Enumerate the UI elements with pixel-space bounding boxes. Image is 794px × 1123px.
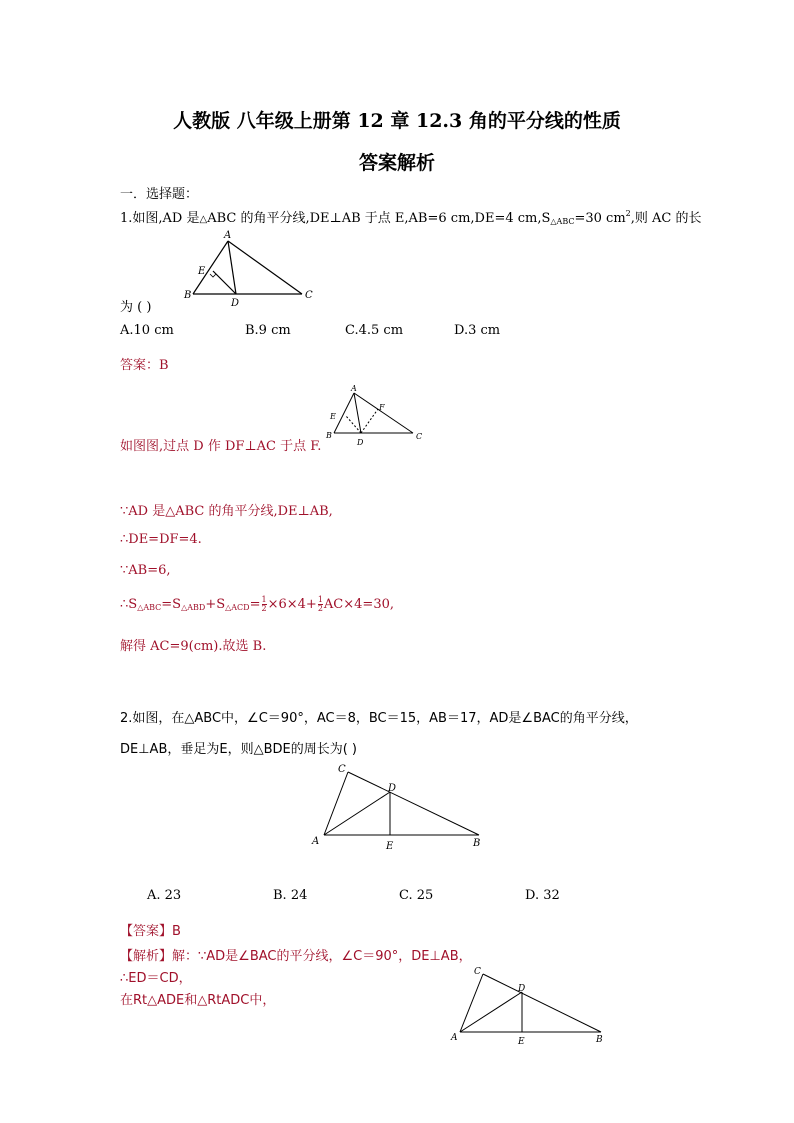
q1-step5: 解得 AC=9(cm).故选 B. bbox=[120, 639, 267, 654]
q2-option-d: D. 32 bbox=[525, 888, 560, 903]
q2-fig2-label-b: B bbox=[596, 1035, 603, 1045]
q2-fig2-label-d: D bbox=[518, 984, 526, 994]
q1-solution-figure bbox=[325, 383, 435, 447]
section-heading: 一．选择题： bbox=[120, 187, 199, 202]
q1-step1: ∵AD 是△ABC 的角平分线,DE⊥AB, bbox=[120, 504, 333, 519]
triangle-icon: △ bbox=[199, 214, 208, 225]
q2-option-b: B. 24 bbox=[273, 888, 308, 903]
q2-analysis: 【解析】解：∵AD是∠BAC的平分线，∠C＝90°，DE⊥AB， bbox=[120, 949, 472, 964]
q2-fig2-label-c: C bbox=[474, 967, 481, 977]
q1-option-c: C.4.5 cm bbox=[345, 323, 404, 338]
q1-fig1-label-e: E bbox=[198, 266, 206, 277]
q2-answer: 【答案】B bbox=[120, 924, 181, 939]
q2-step2: 在Rt△ADE和△RtADC中， bbox=[120, 993, 276, 1008]
q1-fig2-label-e: E bbox=[330, 412, 336, 421]
q1-fig1-label-b: B bbox=[184, 290, 192, 301]
q1-answer: 答案：B bbox=[120, 358, 169, 373]
q1-fig2-label-c: C bbox=[416, 432, 423, 441]
q1-step3: ∵AB=6, bbox=[120, 563, 171, 578]
q2-fig2-label-a: A bbox=[451, 1033, 458, 1043]
q2-fig-label-a: A bbox=[312, 836, 320, 847]
q1-option-a: A.10 cm bbox=[120, 323, 174, 338]
fraction-one-half: $\frac{1}{2}$ bbox=[317, 595, 323, 613]
q1-option-d: D.3 cm bbox=[454, 323, 501, 338]
page-subtitle: 答案解析 bbox=[358, 152, 435, 174]
q1-fig2-label-d: D bbox=[357, 438, 364, 447]
q2-stem-line2: DE⊥AB，垂足为E，则△BDE的周长为( ) bbox=[120, 742, 357, 757]
q1-fig2-label-a: A bbox=[351, 384, 357, 393]
q2-option-a: A. 23 bbox=[147, 888, 182, 903]
q2-fig-label-b: B bbox=[473, 838, 481, 849]
q1-solution-intro: 如图图,过点 D 作 DF⊥AC 于点 F. bbox=[120, 439, 322, 454]
q2-fig-label-e: E bbox=[386, 841, 394, 852]
page-title: 人教版 八年级上册第 12 章 12.3 角的平分线的性质 bbox=[173, 110, 621, 132]
q1-fig1-label-c: C bbox=[305, 290, 313, 301]
q2-figure bbox=[308, 760, 488, 852]
q2-stem-line1: 2.如图，在△ABC中，∠C＝90°，AC＝8，BC＝15，AB＝17，AD是∠BAC的角平分线， bbox=[120, 711, 638, 726]
fraction-one-half: $\frac{1}{2}$ bbox=[261, 595, 267, 613]
q2-fig-label-d: D bbox=[388, 783, 397, 794]
q1-figure bbox=[180, 226, 320, 308]
q1-step2: ∴DE=DF=4. bbox=[120, 532, 202, 547]
q1-fig2-label-f: F bbox=[379, 403, 385, 412]
q1-fig1-label-d: D bbox=[231, 298, 240, 308]
q2-option-c: C. 25 bbox=[399, 888, 434, 903]
q1-step4: $\therefore S_{\triangle ABC}=S_{\triangle ABD}+S_{\triangle ACD}=$ $\frac{1}{2}$ ×6×4+ $\frac{1}{2}$ AC×4=30, bbox=[120, 595, 394, 613]
q2-solution-figure bbox=[446, 962, 616, 1050]
q1-fig1-label-a: A bbox=[224, 230, 232, 241]
q2-fig2-label-e: E bbox=[518, 1037, 525, 1047]
q2-fig-label-c: C bbox=[338, 764, 346, 775]
q2-step1: ∴ED＝CD， bbox=[120, 971, 192, 986]
q1-option-b: B.9 cm bbox=[245, 323, 291, 338]
q1-stem: 1.如图,AD 是△ABC 的角平分线,DE⊥AB 于点 E,AB=6 cm,DE=4 $cm,S_{\triangle ABC}=30$ $cm^2$,则 AC 的长 bbox=[120, 209, 702, 226]
q1-stem-tail: 为 ( ) bbox=[120, 300, 152, 315]
q1-fig2-label-b: B bbox=[326, 431, 332, 440]
